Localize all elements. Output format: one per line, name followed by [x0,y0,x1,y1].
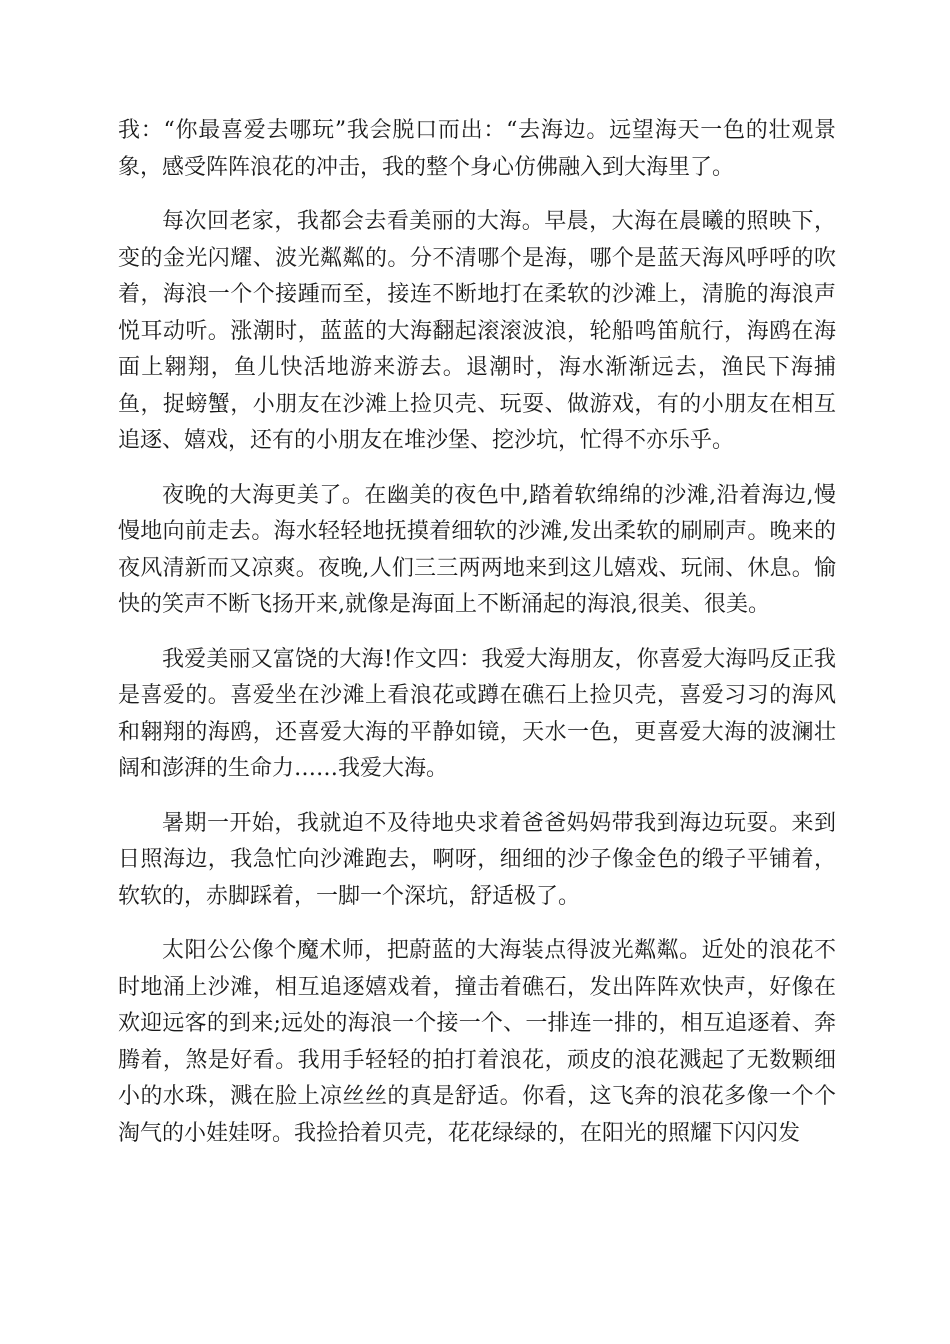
paragraph-4: 我爱美丽又富饶的大海!作文四：我爱大海朋友，你喜爱大海吗反正我是喜爱的。喜爱坐在沙滩上看浪花或蹲在礁石上捡贝壳，喜爱习习的海风和翱翔的海鸥，还喜爱大海的平静如镜，天水一色，更喜爱大海的波澜壮阔和澎湃的生命力……我爱大海。 [118,646,836,781]
paragraph-2: 每次回老家，我都会去看美丽的大海。早晨，大海在晨曦的照映下，变的金光闪耀、波光粼粼的。分不清哪个是海，哪个是蓝天海风呼呼的吹着，海浪一个个接踵而至，接连不断地打在柔软的沙滩上，清脆的海浪声悦耳动听。涨潮时，蓝蓝的大海翻起滚滚波浪，轮船鸣笛航行，海鸥在海面上翱翔，鱼儿快活地游来游去。退潮时，海水渐渐远去，渔民下海捕鱼，捉螃蟹，小朋友在沙滩上捡贝壳、玩耍、做游戏，有的小朋友在相互追逐、嬉戏，还有的小朋友在堆沙堡、挖沙坑，忙得不亦乐乎。 [118,209,836,453]
paragraph-6: 太阳公公像个魔术师，把蔚蓝的大海装点得波光粼粼。近处的浪花不时地涌上沙滩，相互追逐嬉戏着，撞击着礁石，发出阵阵欢快声，好像在欢迎远客的到来;远处的海浪一个接一个、一排连一排的，相互追逐着、奔腾着，煞是好看。我用手轻轻的拍打着浪花，顽皮的浪花溅起了无数颗细小的水珠，溅在脸上凉丝丝的真是舒适。你看，这飞奔的浪花多像一个个淘气的小娃娃呀。我捡拾着贝壳，花花绿绿的，在阳光的照耀下闪闪发 [118,938,836,1146]
document-page [118,113,836,1170]
paragraph-3: 夜晚的大海更美了。在幽美的夜色中,踏着软绵绵的沙滩,沿着海边,慢慢地向前走去。海水轻轻地抚摸着细软的沙滩,发出柔软的刷刷声。晚来的夜风清新而又凉爽。夜晚,人们三三两两地来到这儿嬉戏、玩闹、休息。愉快的笑声不断飞扬开来,就像是海面上不断涌起的海浪,很美、很美。 [118,482,836,617]
paragraph-1: 我：“你最喜爱去哪玩”我会脱口而出：“去海边。远望海天一色的壮观景象，感受阵阵浪花的冲击，我的整个身心仿佛融入到大海里了。 [118,118,836,180]
paragraph-5: 暑期一开始，我就迫不及待地央求着爸爸妈妈带我到海边玩耍。来到日照海边，我急忙向沙滩跑去，啊呀，细细的沙子像金色的缎子平铺着，软软的，赤脚踩着，一脚一个深坑，舒适极了。 [118,810,836,909]
